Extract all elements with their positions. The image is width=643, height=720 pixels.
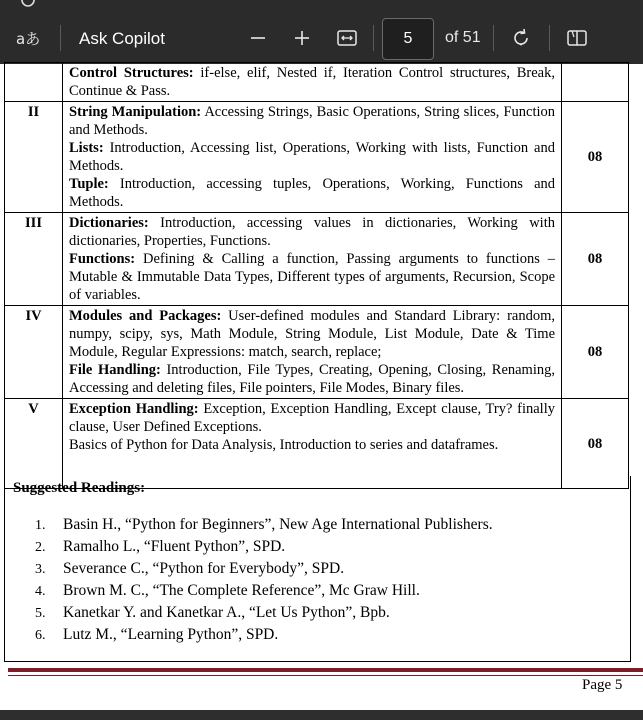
syllabus-row [5,306,629,399]
reading-text: Severance C., “Python for Everybody”, SPD. [63,560,345,577]
reading-item [35,602,493,624]
topic-paragraph [69,250,555,304]
syllabus-row [5,63,629,102]
reading-text: Ramalho L., “Fluent Python”, SPD. [63,538,286,555]
suggested-readings [4,476,631,662]
topic-text: Introduction, Accessing list, Operations, Working with lists, Function and Methods. [69,140,555,174]
unit-content [63,306,562,399]
topic-paragraph [69,139,555,175]
reading-item [35,580,493,602]
unit-number: V [5,399,63,489]
toolbar-separator [373,25,374,51]
toolbar-separator [549,25,550,51]
syllabus-table [4,62,629,489]
reading-number: 2. [35,540,46,555]
toolbar-separator [493,25,494,51]
unit-hours: 08 [562,102,629,213]
pdf-toolbar [0,0,643,64]
fit-width-icon[interactable] [336,28,358,48]
topic-heading: Tuple: [69,176,109,192]
unit-number [5,63,63,102]
reading-number: 3. [35,562,46,577]
page-footer-label: Page 5 [582,677,623,693]
footer-rule [8,668,643,672]
topic-paragraph [69,103,555,139]
reading-item [35,536,493,558]
viewer-bottom-edge [0,710,643,720]
topic-text: Introduction, File Types, Creating, Opening, Closing, Renaming, Accessing and deleting files, File pointers, File Modes, Binary files. [69,362,555,396]
reading-text: Kanetkar Y. and Kanetkar A., “Let Us Python”, Bpb. [63,604,390,621]
syllabus-row [5,399,629,489]
unit-hours [562,63,629,102]
unit-hours: 08 [562,306,629,399]
unit-content [63,102,562,213]
topic-heading: Dictionaries: [69,215,149,231]
topic-heading: Lists: [69,140,104,156]
reading-number: 6. [35,628,46,643]
zoom-in-icon[interactable] [292,28,312,48]
reading-text: Brown M. C., “The Complete Reference”, Mc Graw Hill. [63,582,420,599]
topic-paragraph [69,361,555,397]
read-aloud-icon[interactable] [14,26,46,50]
rotate-icon[interactable] [510,27,532,49]
reading-number: 1. [35,518,46,533]
reading-text: Lutz M., “Learning Python”, SPD. [63,626,279,643]
topic-text: Exception, Exception Handling, Except clause, Try? finally clause, User Defined Exceptions. [69,401,555,435]
unit-content [63,399,562,489]
topic-paragraph [69,436,555,454]
topic-heading: Functions: [69,251,136,267]
topic-text: Defining & Calling a function, Passing arguments to functions – Mutable & Immutable Data Types, Different types of arguments, Recursion, Scope of variables. [69,251,555,303]
page-count-label: of 51 [445,29,481,46]
readings-list [35,514,493,646]
footer-rule-thin [8,675,643,676]
topic-text: Basics of Python for Data Analysis, Introduction to series and dataframes. [69,437,499,453]
reading-item [35,624,493,646]
topic-heading: String Manipulation: [69,104,202,120]
topic-text: Introduction, accessing tuples, Operations, Working, Functions and Methods. [69,176,555,210]
topic-text: if-else, elif, Nested if, Iteration Control structures, Break, Continue & Pass. [69,65,555,99]
ask-copilot-button[interactable]: Ask Copilot [79,29,165,48]
topic-heading: Modules and Packages: [69,308,222,324]
page-number-input[interactable]: 5 [382,18,434,60]
topic-paragraph [69,175,555,211]
syllabus-row [5,102,629,213]
readings-title: Suggested Readings: [13,480,146,496]
unit-content [63,63,562,102]
svg-text:aあ: aあ [16,30,41,48]
reading-item [35,514,493,536]
topic-heading: File Handling: [69,362,161,378]
syllabus-row [5,213,629,306]
two-page-view-icon[interactable] [566,28,588,48]
unit-number: III [5,213,63,306]
toolbar-separator [60,25,61,51]
reading-number: 4. [35,584,46,599]
pdf-page [0,64,643,710]
topic-text: User-defined modules and Standard Library: random, numpy, scipy, sys, Math Module, String Module, List Module, Date & Time Module, Regular Expressions: match, search, replace; [69,308,555,360]
reading-number: 5. [35,606,46,621]
topic-paragraph [69,64,555,100]
topic-text: Accessing Strings, Basic Operations, String slices, Function and Methods. [69,104,555,138]
unit-content [63,213,562,306]
unit-hours: 08 [562,399,629,489]
unit-hours: 08 [562,213,629,306]
reading-item [35,558,493,580]
topic-paragraph [69,307,555,361]
topic-heading: Exception Handling: [69,401,199,417]
topic-text: Introduction, accessing values in dictionaries, Working with dictionaries, Properties, Functions. [69,215,555,249]
topic-paragraph [69,214,555,250]
app-icon [20,0,36,8]
topic-paragraph [69,400,555,436]
topic-heading: Control Structures: [69,65,194,81]
unit-number: II [5,102,63,213]
unit-number: IV [5,306,63,399]
reading-text: Basin H., “Python for Beginners”, New Age International Publishers. [63,516,493,533]
zoom-out-icon[interactable] [248,28,268,48]
